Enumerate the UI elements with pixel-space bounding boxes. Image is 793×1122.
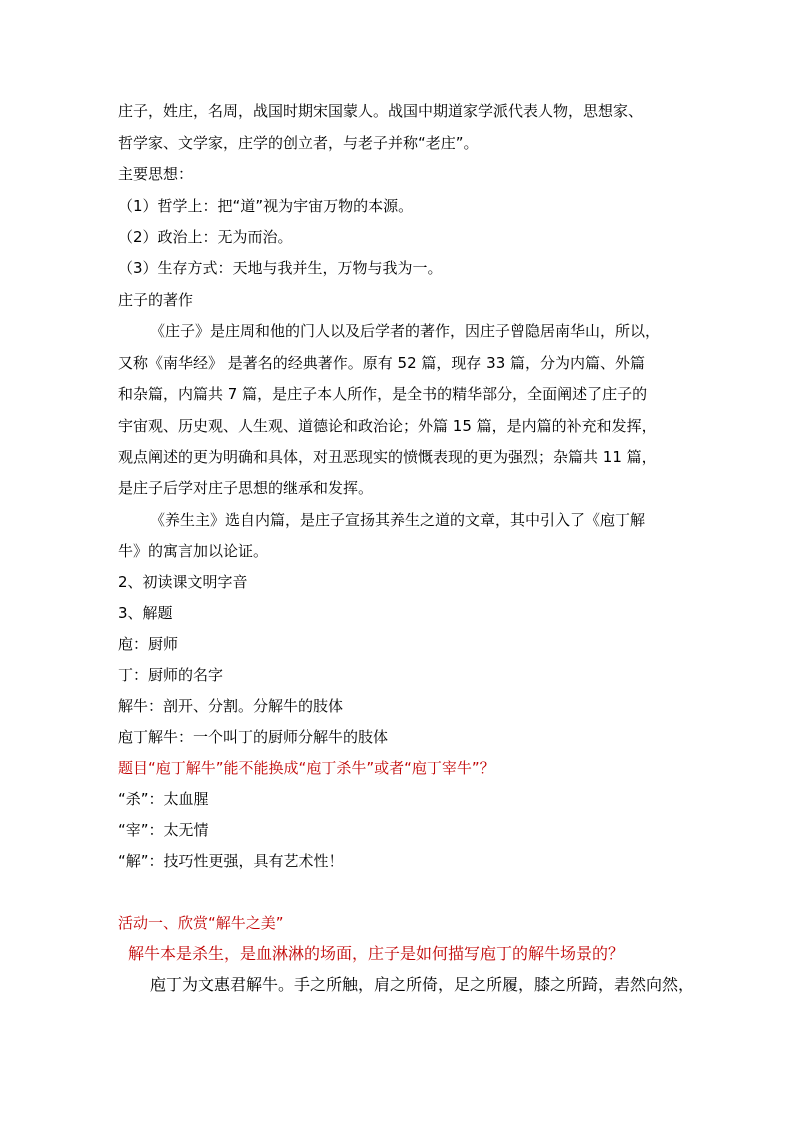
definition-line: 庖：厨师 [118, 635, 179, 653]
answer-line: “杀”：太血腥 [118, 790, 209, 808]
definition-line: 庖丁解牛：一个叫丁的厨师分解牛的肢体 [118, 728, 389, 746]
paragraph-line: 《庄子》是庄周和他的门人以及后学者的著作，因庄子曾隐居南华山，所以， [150, 322, 661, 340]
paragraph-line: 又称《南华经》 是著名的经典著作。原有 52 篇，现存 33 篇，分为内篇、外篇 [118, 354, 646, 372]
paragraph-line: 哲学家、文学家，庄学的创立者，与老子并称“老庄”。 [118, 134, 479, 152]
definition-line: 解牛：剖开、分割。分解牛的肢体 [118, 697, 344, 715]
paragraph-line: 牛》的寓言加以论证。 [118, 542, 269, 560]
question-line: 题目“庖丁解牛”能不能换成“庖丁杀牛”或者“庖丁宰牛”？ [118, 759, 495, 777]
activity-heading: 活动一、欣赏“解牛之美” [118, 914, 284, 932]
paragraph-line: 观点阐述的更为明确和具体，对丑恶现实的愤慨表现的更为强烈；杂篇共 11 篇， [118, 448, 657, 466]
paragraph-line: 庖丁为文惠君解牛。手之所触，肩之所倚，足之所履，膝之所踦，砉然向然， [150, 975, 695, 994]
list-item: （2）政治上：无为而治。 [118, 228, 293, 246]
answer-line: “宰”：太无情 [118, 821, 209, 839]
answer-line: “解”：技巧性更强，具有艺术性！ [118, 852, 344, 870]
question-line: 解牛本是杀生，是血淋淋的场面，庄子是如何描写庖丁的解牛场景的？ [128, 944, 625, 963]
paragraph-line: 宇宙观、历史观、人生观、道德论和政治论；外篇 15 篇，是内篇的补充和发挥， [118, 417, 657, 435]
section-heading: 庄子的著作 [118, 291, 194, 309]
definition-line: 丁：厨师的名字 [118, 666, 224, 684]
paragraph-line: 和杂篇，内篇共 7 篇，是庄子本人所作，是全书的精华部分，全面阐述了庄子的 [118, 385, 648, 403]
paragraph-line: 庄子，姓庄，名周，战国时期宋国蒙人。战国中期道家学派代表人物，思想家、 [118, 102, 644, 120]
section-heading: 3、解题 [118, 604, 173, 622]
list-item: （3）生存方式：天地与我并生，万物与我为一。 [118, 259, 443, 277]
section-heading: 主要思想： [118, 165, 194, 183]
paragraph-line: 是庄子后学对庄子思想的继承和发挥。 [118, 479, 374, 497]
section-heading: 2、初读课文明字音 [118, 573, 248, 591]
paragraph-line: 《养生主》选自内篇，是庄子宣扬其养生之道的文章，其中引入了《庖丁解 [150, 511, 646, 529]
list-item: （1）哲学上：把“道”视为宇宙万物的本源。 [118, 197, 414, 215]
